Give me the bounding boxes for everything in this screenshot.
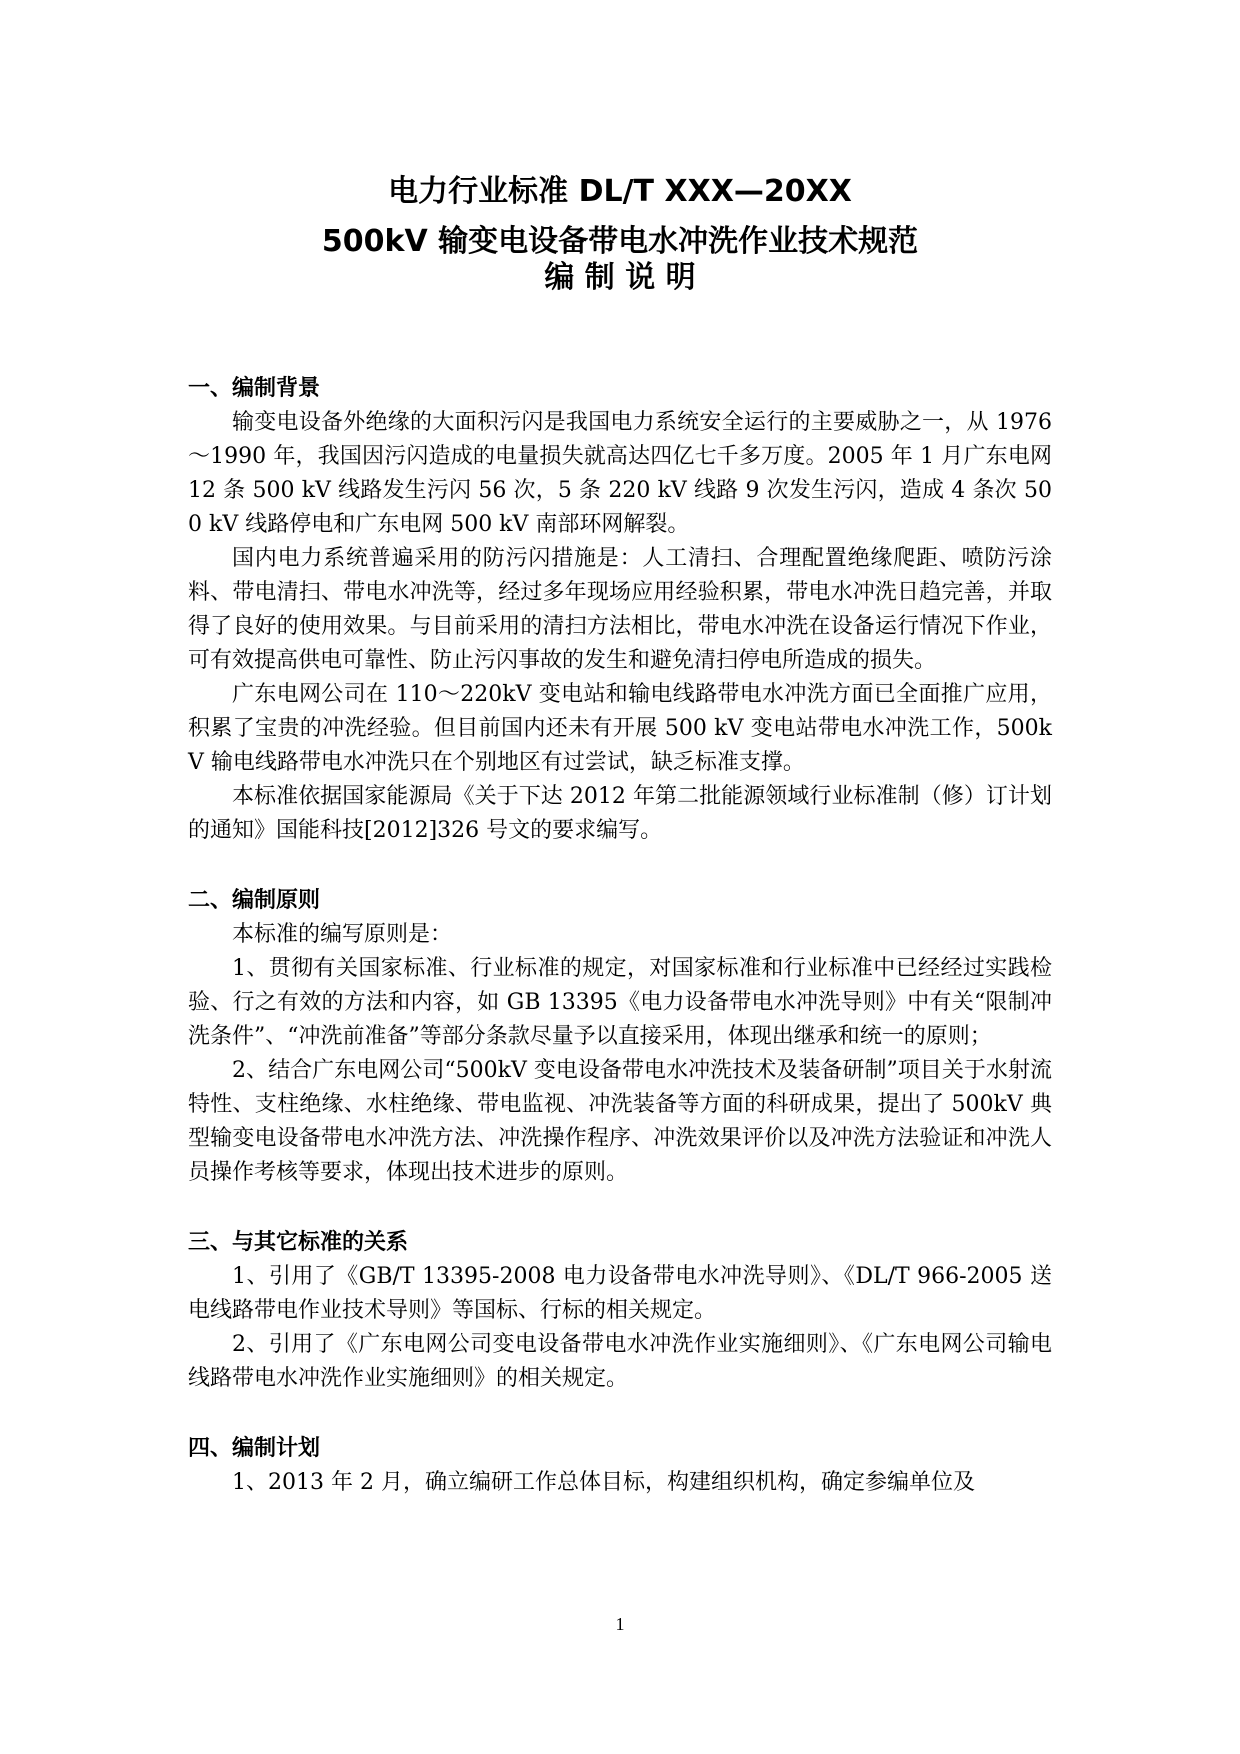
document-title-explanation: 编 制 说 明 xyxy=(544,260,696,295)
section-heading-principles: 二、编制原则 xyxy=(188,888,321,913)
document-title-subject: 500kV 输变电设备带电水冲洗作业技术规范 xyxy=(321,224,919,259)
paragraph: 1、2013 年 2 月，确立编研工作总体目标，构建组织机构，确定参编单位及 xyxy=(232,1470,975,1495)
paragraph: 2、结合广东电网公司“500kV 变电设备带电水冲洗技术及装备研制”项目关于水射流特性、支柱绝缘、水柱绝缘、带电监视、冲洗装备等方面的科研成果，提出了 500kV 典型输变电设备带电水冲洗方法、冲洗操作程序、冲洗效果评价以及冲洗方法验证和冲洗人员操作考核等要求，体现出技术进步的原则。 xyxy=(188,1058,1052,1185)
document-title-standard: 电力行业标准 DL/T XXX—20XX xyxy=(388,174,852,209)
section-heading-background: 一、编制背景 xyxy=(188,376,321,401)
paragraph: 本标准依据国家能源局《关于下达 2012 年第二批能源领域行业标准制（修）订计划的通知》国能科技[2012]326 号文的要求编写。 xyxy=(188,784,1052,843)
page-number: 1 xyxy=(615,1614,625,1634)
paragraph: 输变电设备外绝缘的大面积污闪是我国电力系统安全运行的主要威胁之一，从 1976～1990 年，我国因污闪造成的电量损失就高达四亿七千多万度。2005 年 1 月广东电网 12 条 500 kV 线路发生污闪 56 次，5 条 220 kV 线路 9 次发生污闪，造成 4 条次 500 kV 线路停电和广东电网 500 kV 南部环网解裂。 xyxy=(188,410,1052,537)
paragraph: 国内电力系统普遍采用的防污闪措施是：人工清扫、合理配置绝缘爬距、喷防污涂料、带电清扫、带电水冲洗等，经过多年现场应用经验积累，带电水冲洗日趋完善，并取得了良好的使用效果。与目前采用的清扫方法相比，带电水冲洗在设备运行情况下作业，可有效提高供电可靠性、防止污闪事故的发生和避免清扫停电所造成的损失。 xyxy=(188,546,1052,673)
paragraph: 1、贯彻有关国家标准、行业标准的规定，对国家标准和行业标准中已经经过实践检验、行之有效的方法和内容，如 GB 13395《电力设备带电水冲洗导则》中有关“限制冲洗条件”、“冲洗前准备”等部分条款尽量予以直接采用，体现出继承和统一的原则； xyxy=(188,956,1052,1049)
section-heading-related-standards: 三、与其它标准的关系 xyxy=(188,1230,409,1255)
section-heading-plan: 四、编制计划 xyxy=(188,1436,321,1461)
section-spacer xyxy=(188,1190,1052,1226)
paragraph: 1、引用了《GB/T 13395-2008 电力设备带电水冲洗导则》、《DL/T 966-2005 送电线路带电作业技术导则》等国标、行标的相关规定。 xyxy=(188,1264,1052,1323)
document-body xyxy=(188,372,1052,1500)
paragraph: 广东电网公司在 110～220kV 变电站和输电线路带电水冲洗方面已全面推广应用，积累了宝贵的冲洗经验。但目前国内还未有开展 500 kV 变电站带电水冲洗工作，500kV 输电线路带电水冲洗只在个别地区有过尝试，缺乏标准支撑。 xyxy=(188,682,1052,775)
paragraph: 本标准的编写原则是： xyxy=(232,922,453,947)
section-spacer xyxy=(188,1396,1052,1432)
paragraph: 2、引用了《广东电网公司变电设备带电水冲洗作业实施细则》、《广东电网公司输电线路带电水冲洗作业实施细则》的相关规定。 xyxy=(188,1332,1052,1391)
section-spacer xyxy=(188,848,1052,884)
